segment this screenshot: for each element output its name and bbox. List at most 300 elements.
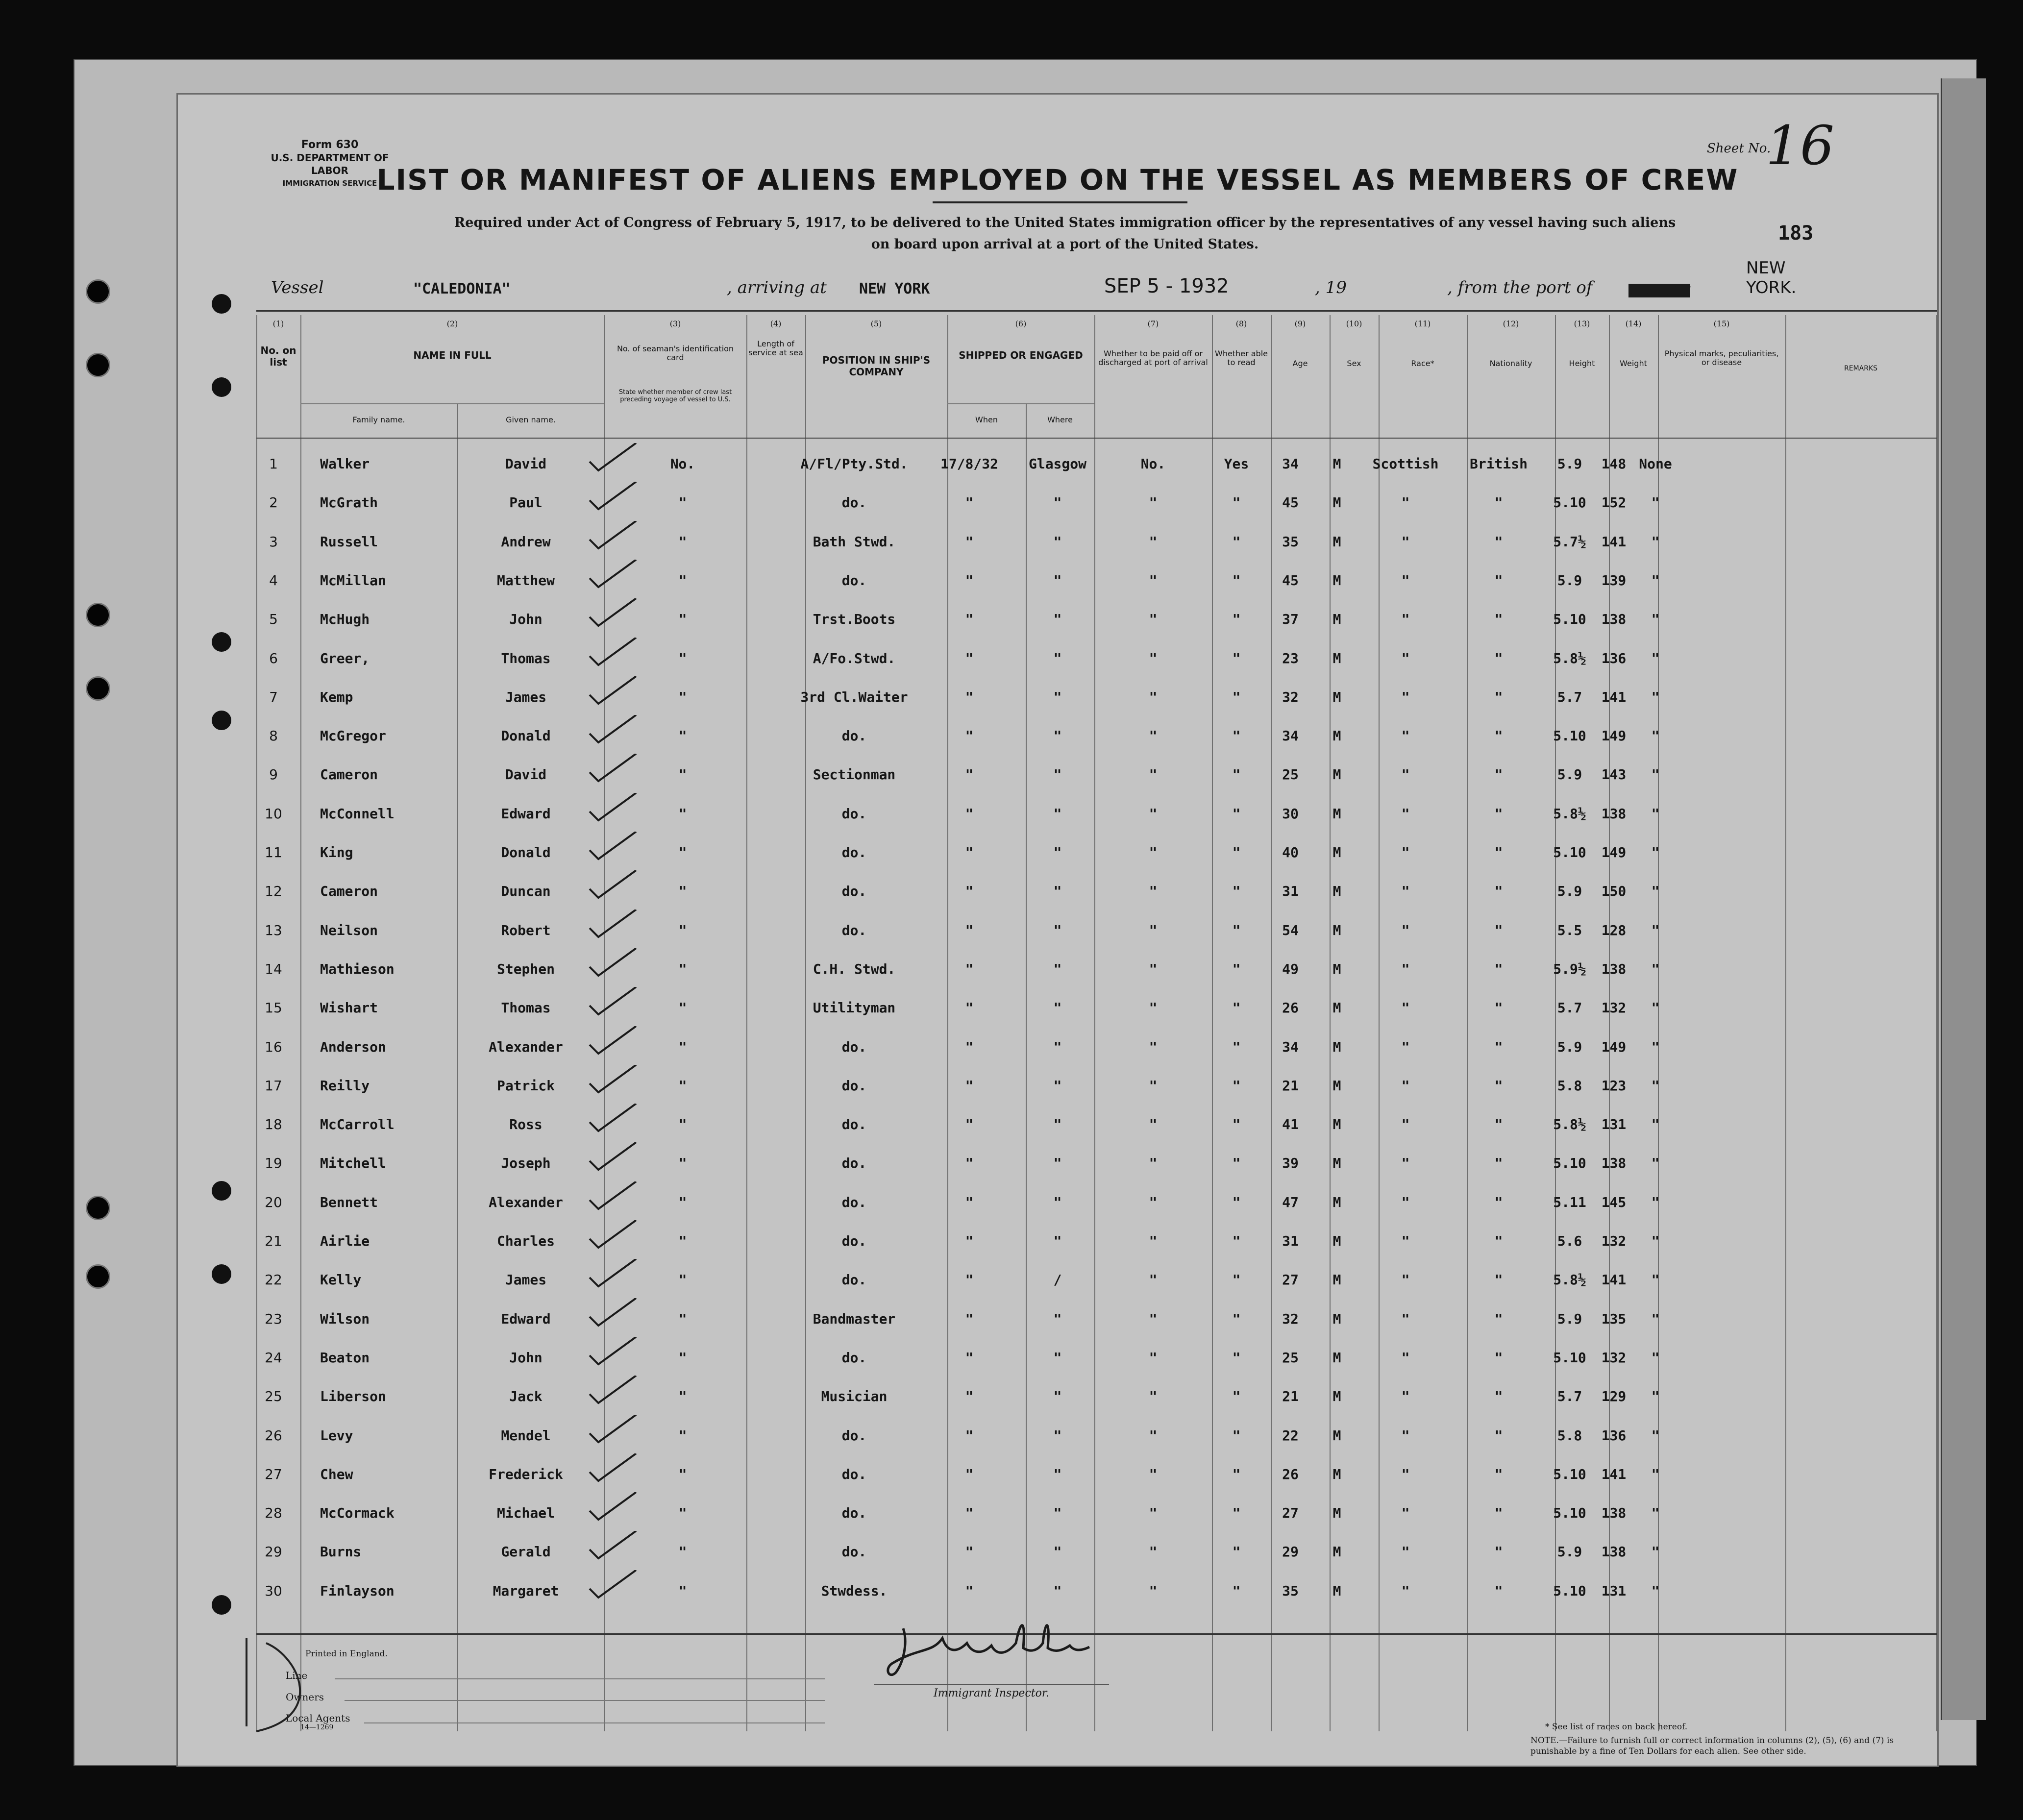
- physical-marks-cell: ": [1651, 1349, 1660, 1366]
- weight-cell: 143: [1601, 766, 1627, 783]
- footer-notes: [1530, 1722, 1923, 1757]
- table-row: [256, 834, 1937, 872]
- weight-cell: 138: [1601, 1544, 1627, 1560]
- printed-in: Printed in England.: [305, 1649, 388, 1659]
- nationality-cell: ": [1494, 689, 1503, 705]
- shipped-when-cell: ": [965, 533, 974, 550]
- nationality-cell: ": [1494, 922, 1503, 938]
- given-name-cell: James: [505, 689, 547, 705]
- table-row: [256, 562, 1937, 600]
- row-number-cell: 24: [265, 1349, 282, 1366]
- table-row: [256, 639, 1937, 678]
- position-cell: do.: [841, 1116, 867, 1133]
- sheet-stamp-number: 183: [1778, 222, 1814, 245]
- family-name-cell: Kemp: [320, 689, 353, 705]
- weight-cell: 132: [1601, 1349, 1627, 1366]
- shipped-where-cell: ": [1053, 1233, 1062, 1249]
- col-num-5: (5): [870, 319, 882, 328]
- race-cell: ": [1401, 1544, 1410, 1560]
- header-position: POSITION IN SHIP'S COMPANY: [822, 354, 931, 378]
- backing-sheet-edge: [1941, 78, 1986, 1720]
- header-id-card: No. of seaman's identification card: [617, 344, 734, 362]
- age-cell: 22: [1282, 1427, 1299, 1444]
- position-cell: Trst.Boots: [813, 611, 896, 628]
- shipped-where-cell: ": [1053, 960, 1062, 977]
- punch-hole: [212, 294, 231, 314]
- race-cell: ": [1401, 805, 1410, 822]
- race-cell: ": [1401, 1194, 1410, 1210]
- physical-marks-cell: ": [1651, 805, 1660, 822]
- family-name-cell: Reilly: [320, 1077, 370, 1094]
- race-cell: ": [1401, 728, 1410, 744]
- vessel-name: "CALEDONIA": [413, 280, 511, 297]
- paid-off-cell: ": [1149, 1233, 1158, 1249]
- sex-cell: M: [1332, 1349, 1341, 1366]
- given-name-cell: Patrick: [496, 1077, 555, 1094]
- nationality-cell: ": [1494, 1544, 1503, 1560]
- weight-cell: 149: [1601, 844, 1627, 861]
- subtitle-line-1: Required under Act of Congress of February 5, 1917, to be delivered to the United States immigration officer by the representatives of any vessel having such aliens: [454, 215, 1676, 230]
- nationality-cell: ": [1494, 1155, 1503, 1172]
- age-cell: 32: [1282, 1310, 1299, 1327]
- id-card-cell: ": [678, 844, 687, 861]
- paid-off-cell: ": [1149, 960, 1158, 977]
- weight-cell: 141: [1601, 1466, 1627, 1482]
- form-service: IMMIGRATION SERVICE: [282, 179, 377, 188]
- col-num-6: (6): [1015, 319, 1027, 328]
- nationality-cell: ": [1494, 1077, 1503, 1094]
- position-cell: do.: [841, 844, 867, 861]
- header-remarks: REMARKS: [1844, 365, 1878, 372]
- physical-marks-cell: ": [1651, 1427, 1660, 1444]
- sex-cell: M: [1332, 1077, 1341, 1094]
- height-cell: 5.10: [1553, 1505, 1586, 1522]
- table-row: [256, 1494, 1937, 1532]
- able-to-read-cell: ": [1232, 1000, 1241, 1016]
- nationality-cell: ": [1494, 494, 1503, 511]
- family-name-cell: Bennett: [320, 1194, 378, 1210]
- position-cell: do.: [841, 728, 867, 744]
- paid-off-cell: ": [1149, 494, 1158, 511]
- table-row: [256, 523, 1937, 561]
- footer-owners-label: Owners: [286, 1691, 324, 1703]
- family-name-cell: Beaton: [320, 1349, 370, 1366]
- paid-off-cell: ": [1149, 1427, 1158, 1444]
- year-label: , 19: [1315, 278, 1347, 297]
- shipped-when-cell: ": [965, 766, 974, 783]
- nationality-cell: ": [1494, 1388, 1503, 1405]
- col-num-7: (7): [1147, 319, 1159, 328]
- subtitle-line-2: on board upon arrival at a port of the United States.: [871, 237, 1259, 252]
- position-cell: Musician: [821, 1388, 888, 1405]
- physical-marks-cell: ": [1651, 1505, 1660, 1522]
- physical-marks-cell: ": [1651, 533, 1660, 550]
- table-row: [256, 1572, 1937, 1610]
- shipped-where-cell: Glasgow: [1028, 456, 1086, 472]
- form-number: Form 630: [301, 139, 359, 151]
- header-family-name: Family name.: [352, 415, 405, 424]
- header-given-name: Given name.: [506, 415, 556, 424]
- pencil-mark: [227, 1628, 335, 1746]
- shipped-when-cell: ": [965, 1038, 974, 1055]
- header-able-read: Whether able to read: [1215, 349, 1268, 367]
- row-number-cell: 30: [265, 1582, 282, 1599]
- height-cell: 5.7: [1557, 1388, 1582, 1405]
- binder-hole: [86, 1264, 110, 1289]
- weight-cell: 149: [1601, 1038, 1627, 1055]
- shipped-when-cell: ": [965, 1194, 974, 1210]
- table-row: [256, 1533, 1937, 1571]
- given-name-cell: Charles: [496, 1233, 555, 1249]
- header-sex: Sex: [1347, 359, 1361, 368]
- age-cell: 30: [1282, 805, 1299, 822]
- family-name-cell: Levy: [320, 1427, 353, 1444]
- height-cell: 5.7½: [1553, 533, 1586, 550]
- given-name-cell: Paul: [509, 494, 543, 511]
- height-cell: 5.9½: [1553, 960, 1586, 977]
- paid-off-cell: ": [1149, 1077, 1158, 1094]
- col-num-15: (15): [1713, 319, 1730, 328]
- shipped-when-cell: ": [965, 1427, 974, 1444]
- col-num-14: (14): [1625, 319, 1642, 328]
- height-cell: 5.9: [1557, 1310, 1582, 1327]
- family-name-cell: Mathieson: [320, 960, 395, 977]
- weight-cell: 138: [1601, 960, 1627, 977]
- punch-hole: [212, 711, 231, 730]
- shipped-when-cell: ": [965, 1505, 974, 1522]
- physical-marks-cell: ": [1651, 1544, 1660, 1560]
- position-cell: A/Fo.Stwd.: [813, 650, 896, 666]
- height-cell: 5.9: [1557, 766, 1582, 783]
- paid-off-cell: ": [1149, 922, 1158, 938]
- physical-marks-cell: ": [1651, 922, 1660, 938]
- paid-off-cell: ": [1149, 1000, 1158, 1016]
- given-name-cell: Mendel: [501, 1427, 551, 1444]
- sex-cell: M: [1332, 1466, 1341, 1482]
- row-number-cell: 12: [265, 883, 282, 900]
- physical-marks-cell: ": [1651, 1038, 1660, 1055]
- header-race: Race*: [1411, 359, 1434, 368]
- physical-marks-cell: ": [1651, 689, 1660, 705]
- sex-cell: M: [1332, 844, 1341, 861]
- weight-cell: 138: [1601, 805, 1627, 822]
- able-to-read-cell: ": [1232, 1466, 1241, 1482]
- height-cell: 5.10: [1553, 1466, 1586, 1482]
- page-subtitle: [389, 212, 1741, 255]
- age-cell: 34: [1282, 728, 1299, 744]
- id-card-cell: ": [678, 650, 687, 666]
- sex-cell: M: [1332, 1155, 1341, 1172]
- nationality-cell: ": [1494, 1000, 1503, 1016]
- race-cell: ": [1401, 844, 1410, 861]
- nationality-cell: ": [1494, 1582, 1503, 1599]
- sex-cell: M: [1332, 1272, 1341, 1288]
- race-cell: ": [1401, 1582, 1410, 1599]
- table-row: [256, 989, 1937, 1027]
- sex-cell: M: [1332, 728, 1341, 744]
- height-cell: 5.7: [1557, 1000, 1582, 1016]
- race-cell: ": [1401, 1077, 1410, 1094]
- arriving-label: , arriving at: [727, 278, 827, 297]
- paid-off-cell: ": [1149, 883, 1158, 900]
- given-name-cell: Matthew: [496, 572, 555, 589]
- able-to-read-cell: ": [1232, 728, 1241, 744]
- row-number-cell: 5: [269, 611, 278, 628]
- header-weight: Weight: [1620, 359, 1647, 368]
- height-cell: 5.8½: [1553, 1272, 1586, 1288]
- weight-cell: 138: [1601, 1155, 1627, 1172]
- shipped-when-cell: ": [965, 728, 974, 744]
- id-card-cell: ": [678, 1582, 687, 1599]
- shipped-where-cell: ": [1053, 1388, 1062, 1405]
- given-name-cell: Alexander: [489, 1194, 563, 1210]
- nationality-cell: ": [1494, 1349, 1503, 1366]
- age-cell: 31: [1282, 883, 1299, 900]
- given-name-cell: Robert: [501, 922, 551, 938]
- shipped-where-cell: ": [1053, 1155, 1062, 1172]
- paid-off-cell: ": [1149, 689, 1158, 705]
- age-cell: 27: [1282, 1505, 1299, 1522]
- id-card-cell: ": [678, 1194, 687, 1210]
- age-cell: 26: [1282, 1466, 1299, 1482]
- id-card-cell: ": [678, 922, 687, 938]
- race-cell: ": [1401, 494, 1410, 511]
- shipped-when-cell: ": [965, 844, 974, 861]
- family-name-cell: Neilson: [320, 922, 378, 938]
- position-cell: do.: [841, 1544, 867, 1560]
- paid-off-cell: No.: [1140, 456, 1166, 472]
- row-number-cell: 3: [269, 533, 278, 550]
- given-name-cell: John: [509, 1349, 543, 1366]
- row-number-cell: 13: [265, 922, 282, 938]
- table-row: [256, 795, 1937, 833]
- given-name-cell: Ross: [509, 1116, 543, 1133]
- shipped-where-cell: ": [1053, 1544, 1062, 1560]
- row-number-cell: 8: [269, 728, 278, 744]
- race-cell: ": [1401, 689, 1410, 705]
- weight-cell: 148: [1601, 456, 1627, 472]
- id-card-cell: ": [678, 1427, 687, 1444]
- col-num-9: (9): [1294, 319, 1306, 328]
- family-name-cell: Anderson: [320, 1038, 386, 1055]
- id-card-cell: ": [678, 1233, 687, 1249]
- height-cell: 5.9: [1557, 1544, 1582, 1560]
- given-name-cell: Donald: [501, 728, 551, 744]
- paid-off-cell: ": [1149, 1349, 1158, 1366]
- age-cell: 25: [1282, 1349, 1299, 1366]
- shipped-where-cell: ": [1053, 1466, 1062, 1482]
- weight-cell: 131: [1601, 1116, 1627, 1133]
- position-cell: do.: [841, 1038, 867, 1055]
- height-cell: 5.8½: [1553, 805, 1586, 822]
- row-number-cell: 7: [269, 689, 278, 705]
- height-cell: 5.8: [1557, 1427, 1582, 1444]
- position-cell: A/Fl/Pty.Std.: [800, 456, 908, 472]
- age-cell: 21: [1282, 1077, 1299, 1094]
- given-name-cell: Alexander: [489, 1038, 563, 1055]
- id-card-cell: ": [678, 494, 687, 511]
- col-num-11: (11): [1414, 319, 1431, 328]
- family-name-cell: Airlie: [320, 1233, 370, 1249]
- nationality-cell: ": [1494, 960, 1503, 977]
- weight-cell: 141: [1601, 533, 1627, 550]
- sex-cell: M: [1332, 805, 1341, 822]
- paid-off-cell: ": [1149, 611, 1158, 628]
- id-card-cell: ": [678, 883, 687, 900]
- race-cell: Scottish: [1372, 456, 1439, 472]
- row-number-cell: 17: [265, 1077, 282, 1094]
- shipped-where-cell: ": [1053, 805, 1062, 822]
- sex-cell: M: [1332, 922, 1341, 938]
- physical-marks-cell: ": [1651, 1194, 1660, 1210]
- id-card-cell: ": [678, 1000, 687, 1016]
- sex-cell: M: [1332, 1233, 1341, 1249]
- table-row: [256, 1067, 1937, 1105]
- from-port-label: , from the port of: [1447, 278, 1593, 297]
- shipped-where-cell: ": [1053, 1505, 1062, 1522]
- family-name-cell: Greer,: [320, 650, 370, 666]
- race-cell: ": [1401, 533, 1410, 550]
- physical-marks-cell: ": [1651, 1388, 1660, 1405]
- form-department: U.S. DEPARTMENT OF LABOR: [271, 152, 389, 176]
- id-card-cell: ": [678, 1388, 687, 1405]
- weight-cell: 132: [1601, 1233, 1627, 1249]
- note-fine: NOTE.—Failure to furnish full or correct information in columns (2), (5), (6) and (7) is punishable by a fine of Ten Dollars for each alien. See other side.: [1530, 1736, 1894, 1756]
- weight-cell: 138: [1601, 611, 1627, 628]
- family-name-cell: Cameron: [320, 883, 378, 900]
- able-to-read-cell: ": [1232, 1544, 1241, 1560]
- row-number-cell: 6: [269, 650, 278, 666]
- binder-hole: [86, 1196, 110, 1220]
- row-number-cell: 28: [265, 1505, 282, 1522]
- shipped-when-cell: 17/8/32: [940, 456, 998, 472]
- paid-off-cell: ": [1149, 1038, 1158, 1055]
- height-cell: 5.9: [1557, 883, 1582, 900]
- weight-cell: 139: [1601, 572, 1627, 589]
- age-cell: 41: [1282, 1116, 1299, 1133]
- sex-cell: M: [1332, 572, 1341, 589]
- race-cell: ": [1401, 1233, 1410, 1249]
- height-cell: 5.10: [1553, 844, 1586, 861]
- given-name-cell: Frederick: [489, 1466, 563, 1482]
- physical-marks-cell: ": [1651, 883, 1660, 900]
- shipped-when-cell: ": [965, 1233, 974, 1249]
- weight-cell: 136: [1601, 650, 1627, 666]
- table-row: [256, 1377, 1937, 1416]
- given-name-cell: Joseph: [501, 1155, 551, 1172]
- position-cell: C.H. Stwd.: [813, 960, 896, 977]
- header-nationality: Nationality: [1489, 359, 1532, 368]
- height-cell: 5.10: [1553, 1349, 1586, 1366]
- position-cell: do.: [841, 805, 867, 822]
- binder-hole: [86, 279, 110, 304]
- given-name-cell: Michael: [496, 1505, 555, 1522]
- shipped-when-cell: ": [965, 1582, 974, 1599]
- race-cell: ": [1401, 1349, 1410, 1366]
- physical-marks-cell: None: [1639, 456, 1672, 472]
- race-cell: ": [1401, 1388, 1410, 1405]
- able-to-read-cell: ": [1232, 1194, 1241, 1210]
- nationality-cell: ": [1494, 1505, 1503, 1522]
- able-to-read-cell: ": [1232, 1077, 1241, 1094]
- family-name-cell: McConnell: [320, 805, 395, 822]
- race-cell: ": [1401, 1310, 1410, 1327]
- header-shipped: SHIPPED OR ENGAGED: [959, 349, 1083, 361]
- position-cell: do.: [841, 572, 867, 589]
- physical-marks-cell: ": [1651, 1077, 1660, 1094]
- given-name-cell: Andrew: [501, 533, 551, 550]
- given-name-cell: Duncan: [501, 883, 551, 900]
- given-name-cell: Edward: [501, 1310, 551, 1327]
- weight-cell: 123: [1601, 1077, 1627, 1094]
- shipped-when-cell: ": [965, 883, 974, 900]
- nationality-cell: ": [1494, 844, 1503, 861]
- paid-off-cell: ": [1149, 1116, 1158, 1133]
- shipped-where-cell: ": [1053, 611, 1062, 628]
- shipped-when-cell: ": [965, 1544, 974, 1560]
- nationality-cell: ": [1494, 1272, 1503, 1288]
- position-cell: do.: [841, 1077, 867, 1094]
- shipped-where-cell: ": [1053, 728, 1062, 744]
- id-card-cell: ": [678, 728, 687, 744]
- race-cell: ": [1401, 766, 1410, 783]
- shipped-when-cell: ": [965, 1155, 974, 1172]
- weight-cell: 136: [1601, 1427, 1627, 1444]
- physical-marks-cell: ": [1651, 960, 1660, 977]
- position-cell: do.: [841, 1155, 867, 1172]
- table-row: [256, 600, 1937, 639]
- shipped-where-cell: ": [1053, 922, 1062, 938]
- shipped-when-cell: ": [965, 1000, 974, 1016]
- paid-off-cell: ": [1149, 1505, 1158, 1522]
- shipped-when-cell: ": [965, 1272, 974, 1288]
- able-to-read-cell: ": [1232, 1349, 1241, 1366]
- weight-cell: 128: [1601, 922, 1627, 938]
- table-row: [256, 1028, 1937, 1066]
- shipped-when-cell: ": [965, 922, 974, 938]
- paid-off-cell: ": [1149, 844, 1158, 861]
- height-cell: 5.8½: [1553, 650, 1586, 666]
- punch-hole: [212, 1595, 231, 1615]
- shipped-where-cell: ": [1053, 689, 1062, 705]
- height-cell: 5.9: [1557, 456, 1582, 472]
- shipped-when-cell: ": [965, 960, 974, 977]
- able-to-read-cell: ": [1232, 1388, 1241, 1405]
- col-num-12: (12): [1503, 319, 1519, 328]
- able-to-read-cell: ": [1232, 1505, 1241, 1522]
- weight-cell: 141: [1601, 689, 1627, 705]
- physical-marks-cell: ": [1651, 1582, 1660, 1599]
- sex-cell: M: [1332, 533, 1341, 550]
- header-where: Where: [1047, 415, 1073, 424]
- sex-cell: M: [1332, 611, 1341, 628]
- vessel-line: [271, 258, 1839, 301]
- sheet-number-value: 16: [1766, 114, 1834, 177]
- row-number-cell: 11: [265, 844, 282, 861]
- id-card-cell: ": [678, 1544, 687, 1560]
- physical-marks-cell: ": [1651, 1116, 1660, 1133]
- height-cell: 5.10: [1553, 494, 1586, 511]
- id-card-cell: ": [678, 766, 687, 783]
- family-name-cell: King: [320, 844, 353, 861]
- paid-off-cell: ": [1149, 572, 1158, 589]
- height-cell: 5.10: [1553, 611, 1586, 628]
- position-cell: do.: [841, 1349, 867, 1366]
- weight-cell: 138: [1601, 1505, 1627, 1522]
- id-card-cell: ": [678, 533, 687, 550]
- race-cell: ": [1401, 611, 1410, 628]
- given-name-cell: James: [505, 1272, 547, 1288]
